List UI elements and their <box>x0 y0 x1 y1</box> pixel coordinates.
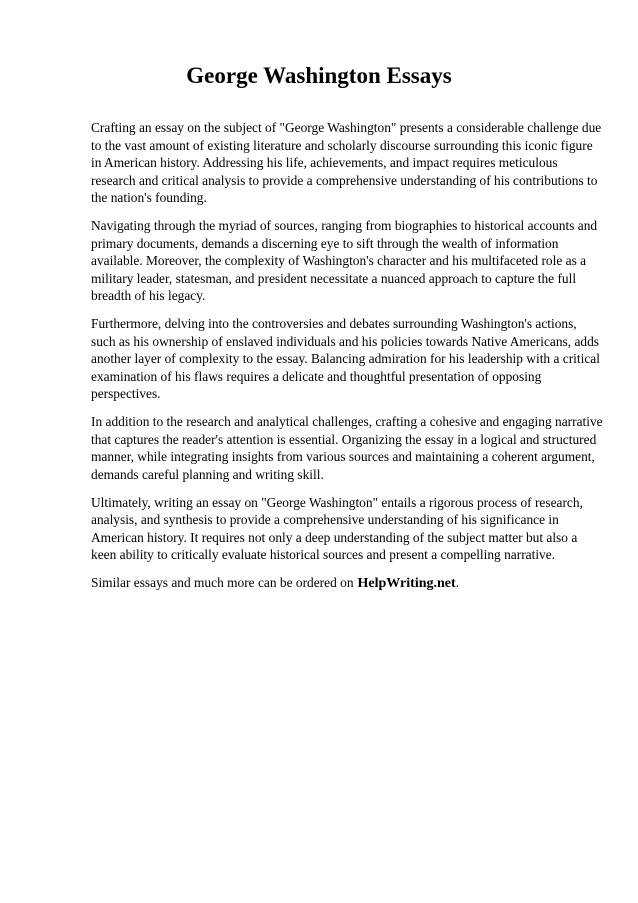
paragraph-2: Navigating through the myriad of sources, ranging from biographies to historical accounts and primary documents, demands a discerning eye to sift through the wealth of information available. Moreover, the complexity of Washington's character and his multifaceted role as a military leader, statesman, and president necessitate a nuanced approach to capture the full breadth of his legacy. <box>91 218 598 303</box>
helpwriting-link[interactable]: HelpWriting.net <box>357 576 456 591</box>
paragraph-5: Ultimately, writing an essay on "George Washington" entails a rigorous process of research, analysis, and synthesis to provide a comprehensive understanding of his significance in American history. It requires not only a deep understanding of the subject matter but also a keen ability to critically evaluate historical sources and present a compelling narrative. <box>91 494 583 562</box>
paragraph-1: Crafting an essay on the subject of "George Washington" presents a considerable challenge due to the vast amount of existing literature and scholarly discourse surrounding this iconic figure in American history. Addressing his life, achievements, and impact requires meticulous research and critical analysis to provide a comprehensive understanding of his contributions to the nation's founding. <box>91 120 602 205</box>
paragraph-3: Furthermore, delving into the controversies and debates surrounding Washington's actions, such as his ownership of enslaved individuals and his policies towards Native Americans, adds another layer of complexity to the essay. Balancing admiration for his leadership with a critical examination of his flaws requires a delicate and thoughtful presentation of opposing perspectives. <box>91 316 600 401</box>
footer-text: Similar essays and much more can be ordered on <box>91 575 354 590</box>
footer-suffix: . <box>455 575 460 590</box>
footer-line <box>91 574 604 593</box>
document-title: George Washington Essays <box>186 63 452 88</box>
document-body <box>91 119 604 593</box>
paragraph-4: In addition to the research and analytical challenges, crafting a cohesive and engaging narrative that captures the reader's attention is essential. Organizing the essay in a logical and structured manner, while integrating insights from various sources and maintaining a coherent argument, demands careful planning and writing skill. <box>91 414 603 482</box>
